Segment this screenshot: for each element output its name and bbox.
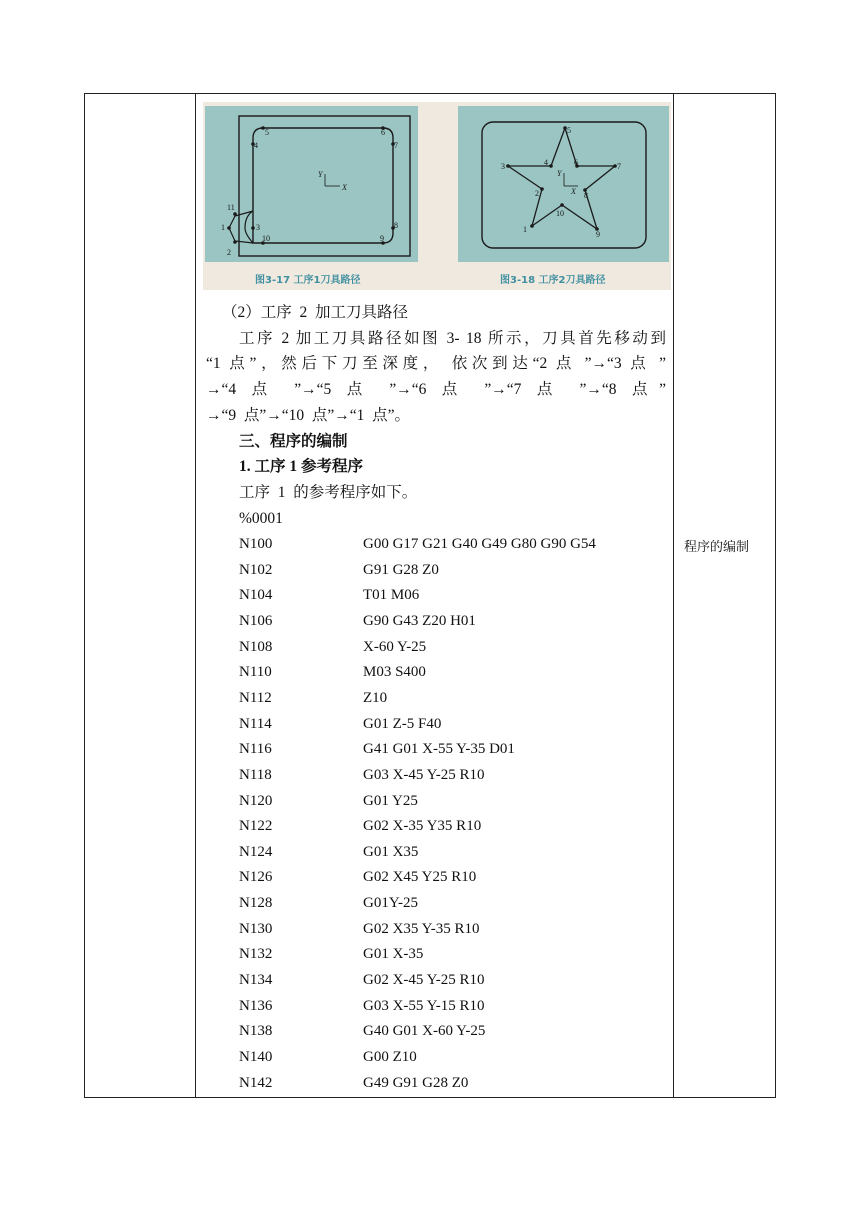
program-line-code: G01 Z-5 F40 — [363, 715, 442, 732]
program-line-code: M03 S400 — [363, 664, 426, 681]
section-heading: 三、程序的编制 — [239, 432, 348, 450]
fig2-point-10: 10 — [556, 209, 564, 218]
toolpath-diagram-1 — [205, 106, 418, 262]
fig2-point-9: 9 — [596, 230, 600, 239]
program-line-code: G40 G01 X-60 Y-25 — [363, 1023, 486, 1040]
program-line-number: N128 — [239, 895, 273, 912]
program-line-code: G41 G01 X-55 Y-35 D01 — [363, 741, 515, 758]
fig1-point-2: 2 — [227, 248, 231, 257]
fig1-point-7: 7 — [394, 141, 398, 150]
fig1-x-axis: X — [342, 183, 347, 192]
fig1-point-11: 11 — [227, 203, 235, 212]
figure-3-18 — [458, 106, 669, 262]
program-line-code: G01 X-35 — [363, 946, 424, 963]
fig2-point-1: 1 — [523, 225, 527, 234]
fig2-point-5: 5 — [567, 126, 571, 135]
program-line-number: N102 — [239, 561, 273, 578]
fig1-y-axis: Y — [318, 170, 323, 179]
column-divider-1 — [195, 94, 196, 1097]
program-line-number: N130 — [239, 920, 273, 937]
program-line-number: N104 — [239, 587, 273, 604]
paragraph-line: 工序 2 加工刀具路径如图 3- 18 所示，刀具首先移动到 — [239, 329, 666, 347]
section-heading-step2: （2）工序 2 加工刀具路径 — [222, 304, 409, 321]
program-line-code: G01 X35 — [363, 843, 419, 860]
program-line-number: N108 — [239, 638, 273, 655]
program-line-number: N120 — [239, 792, 273, 809]
fig1-point-10: 10 — [262, 234, 270, 243]
program-line-code: G01 Y25 — [363, 792, 418, 809]
fig2-point-7: 7 — [617, 162, 621, 171]
program-line-number: N114 — [239, 715, 272, 732]
program-line-number: N100 — [239, 536, 273, 552]
fig2-y-axis: Y — [557, 169, 562, 178]
program-line-number: N106 — [239, 612, 273, 629]
program-line-code: Z10 — [363, 689, 388, 706]
fig1-point-5: 5 — [265, 128, 269, 137]
fig2-point-3: 3 — [501, 162, 505, 171]
program-line-code: G00 Z10 — [363, 1049, 417, 1065]
program-line-number: N110 — [239, 664, 272, 681]
paragraph-line: →“9 点”→“10 点”→“1 点”。 — [206, 406, 411, 424]
fig2-point-8: 8 — [584, 191, 588, 200]
program-line-code: X-60 Y-25 — [363, 638, 427, 655]
fig2-point-6: 6 — [574, 158, 578, 167]
figure-strip — [203, 102, 671, 290]
program-line-code: G03 X-45 Y-25 R10 — [363, 766, 485, 783]
fig1-point-6: 6 — [381, 128, 385, 137]
program-line-code: G02 X-45 Y-25 R10 — [363, 972, 485, 989]
program-line-number: N140 — [239, 1049, 273, 1065]
fig2-x-axis: X — [571, 187, 576, 196]
program-line-number: N116 — [239, 741, 272, 758]
fig1-point-8: 8 — [394, 221, 398, 230]
program-line-code: G02 X35 Y-35 R10 — [363, 920, 480, 937]
body-text — [206, 300, 666, 531]
fig1-point-4: 4 — [254, 141, 258, 150]
side-label: 程序的编制 — [684, 540, 750, 555]
program-line-code: G49 G91 G28 Z0 — [363, 1074, 469, 1091]
fig1-point-1: 1 — [221, 223, 225, 232]
paragraph-line: “1 点”，然后下刀至深度， 依次到达“2 点 ”→“3 点 ” — [206, 355, 666, 373]
program-line-code: G03 X-55 Y-15 R10 — [363, 997, 485, 1014]
toolpath-diagram-2 — [458, 106, 669, 262]
program-line-code: G90 G43 Z20 H01 — [363, 612, 476, 629]
program-number: %0001 — [239, 509, 283, 527]
program-line-number: N142 — [239, 1074, 273, 1091]
program-line-number: N122 — [239, 818, 273, 835]
program-line-code: G01Y-25 — [363, 895, 418, 912]
program-line-code: T01 M06 — [363, 587, 420, 604]
figure-3-17-caption: 图3-17 工序1刀具路径 — [255, 275, 361, 286]
fig2-point-4: 4 — [544, 158, 548, 167]
column-divider-2 — [673, 94, 674, 1097]
subsection-heading: 1. 工序 1 参考程序 — [239, 458, 364, 476]
program-line-number: N138 — [239, 1023, 273, 1040]
program-line-number: N124 — [239, 843, 273, 860]
paragraph-line: 工序 1 的参考程序如下。 — [239, 483, 418, 501]
figure-3-17 — [205, 106, 418, 262]
fig2-point-2: 2 — [535, 189, 539, 198]
program-line-code: G00 G17 G21 G40 G49 G80 G90 G54 — [363, 536, 596, 552]
fig1-point-9: 9 — [380, 234, 384, 243]
program-line-code: G02 X45 Y25 R10 — [363, 869, 477, 886]
fig1-point-3: 3 — [256, 223, 260, 232]
program-line-number: N118 — [239, 766, 272, 783]
program-line-number: N126 — [239, 869, 273, 886]
program-line-number: N136 — [239, 997, 273, 1014]
program-line-number: N134 — [239, 972, 273, 989]
figure-3-18-caption: 图3-18 工序2刀具路径 — [500, 275, 606, 286]
paragraph-line: →“4 点 ”→“5 点 ”→“6 点 ”→“7 点 ”→“8 点” — [206, 381, 666, 399]
program-line-number: N112 — [239, 689, 272, 706]
program-line-code: G02 X-35 Y35 R10 — [363, 818, 482, 835]
program-line-number: N132 — [239, 946, 273, 963]
program-line-code: G91 G28 Z0 — [363, 561, 439, 578]
